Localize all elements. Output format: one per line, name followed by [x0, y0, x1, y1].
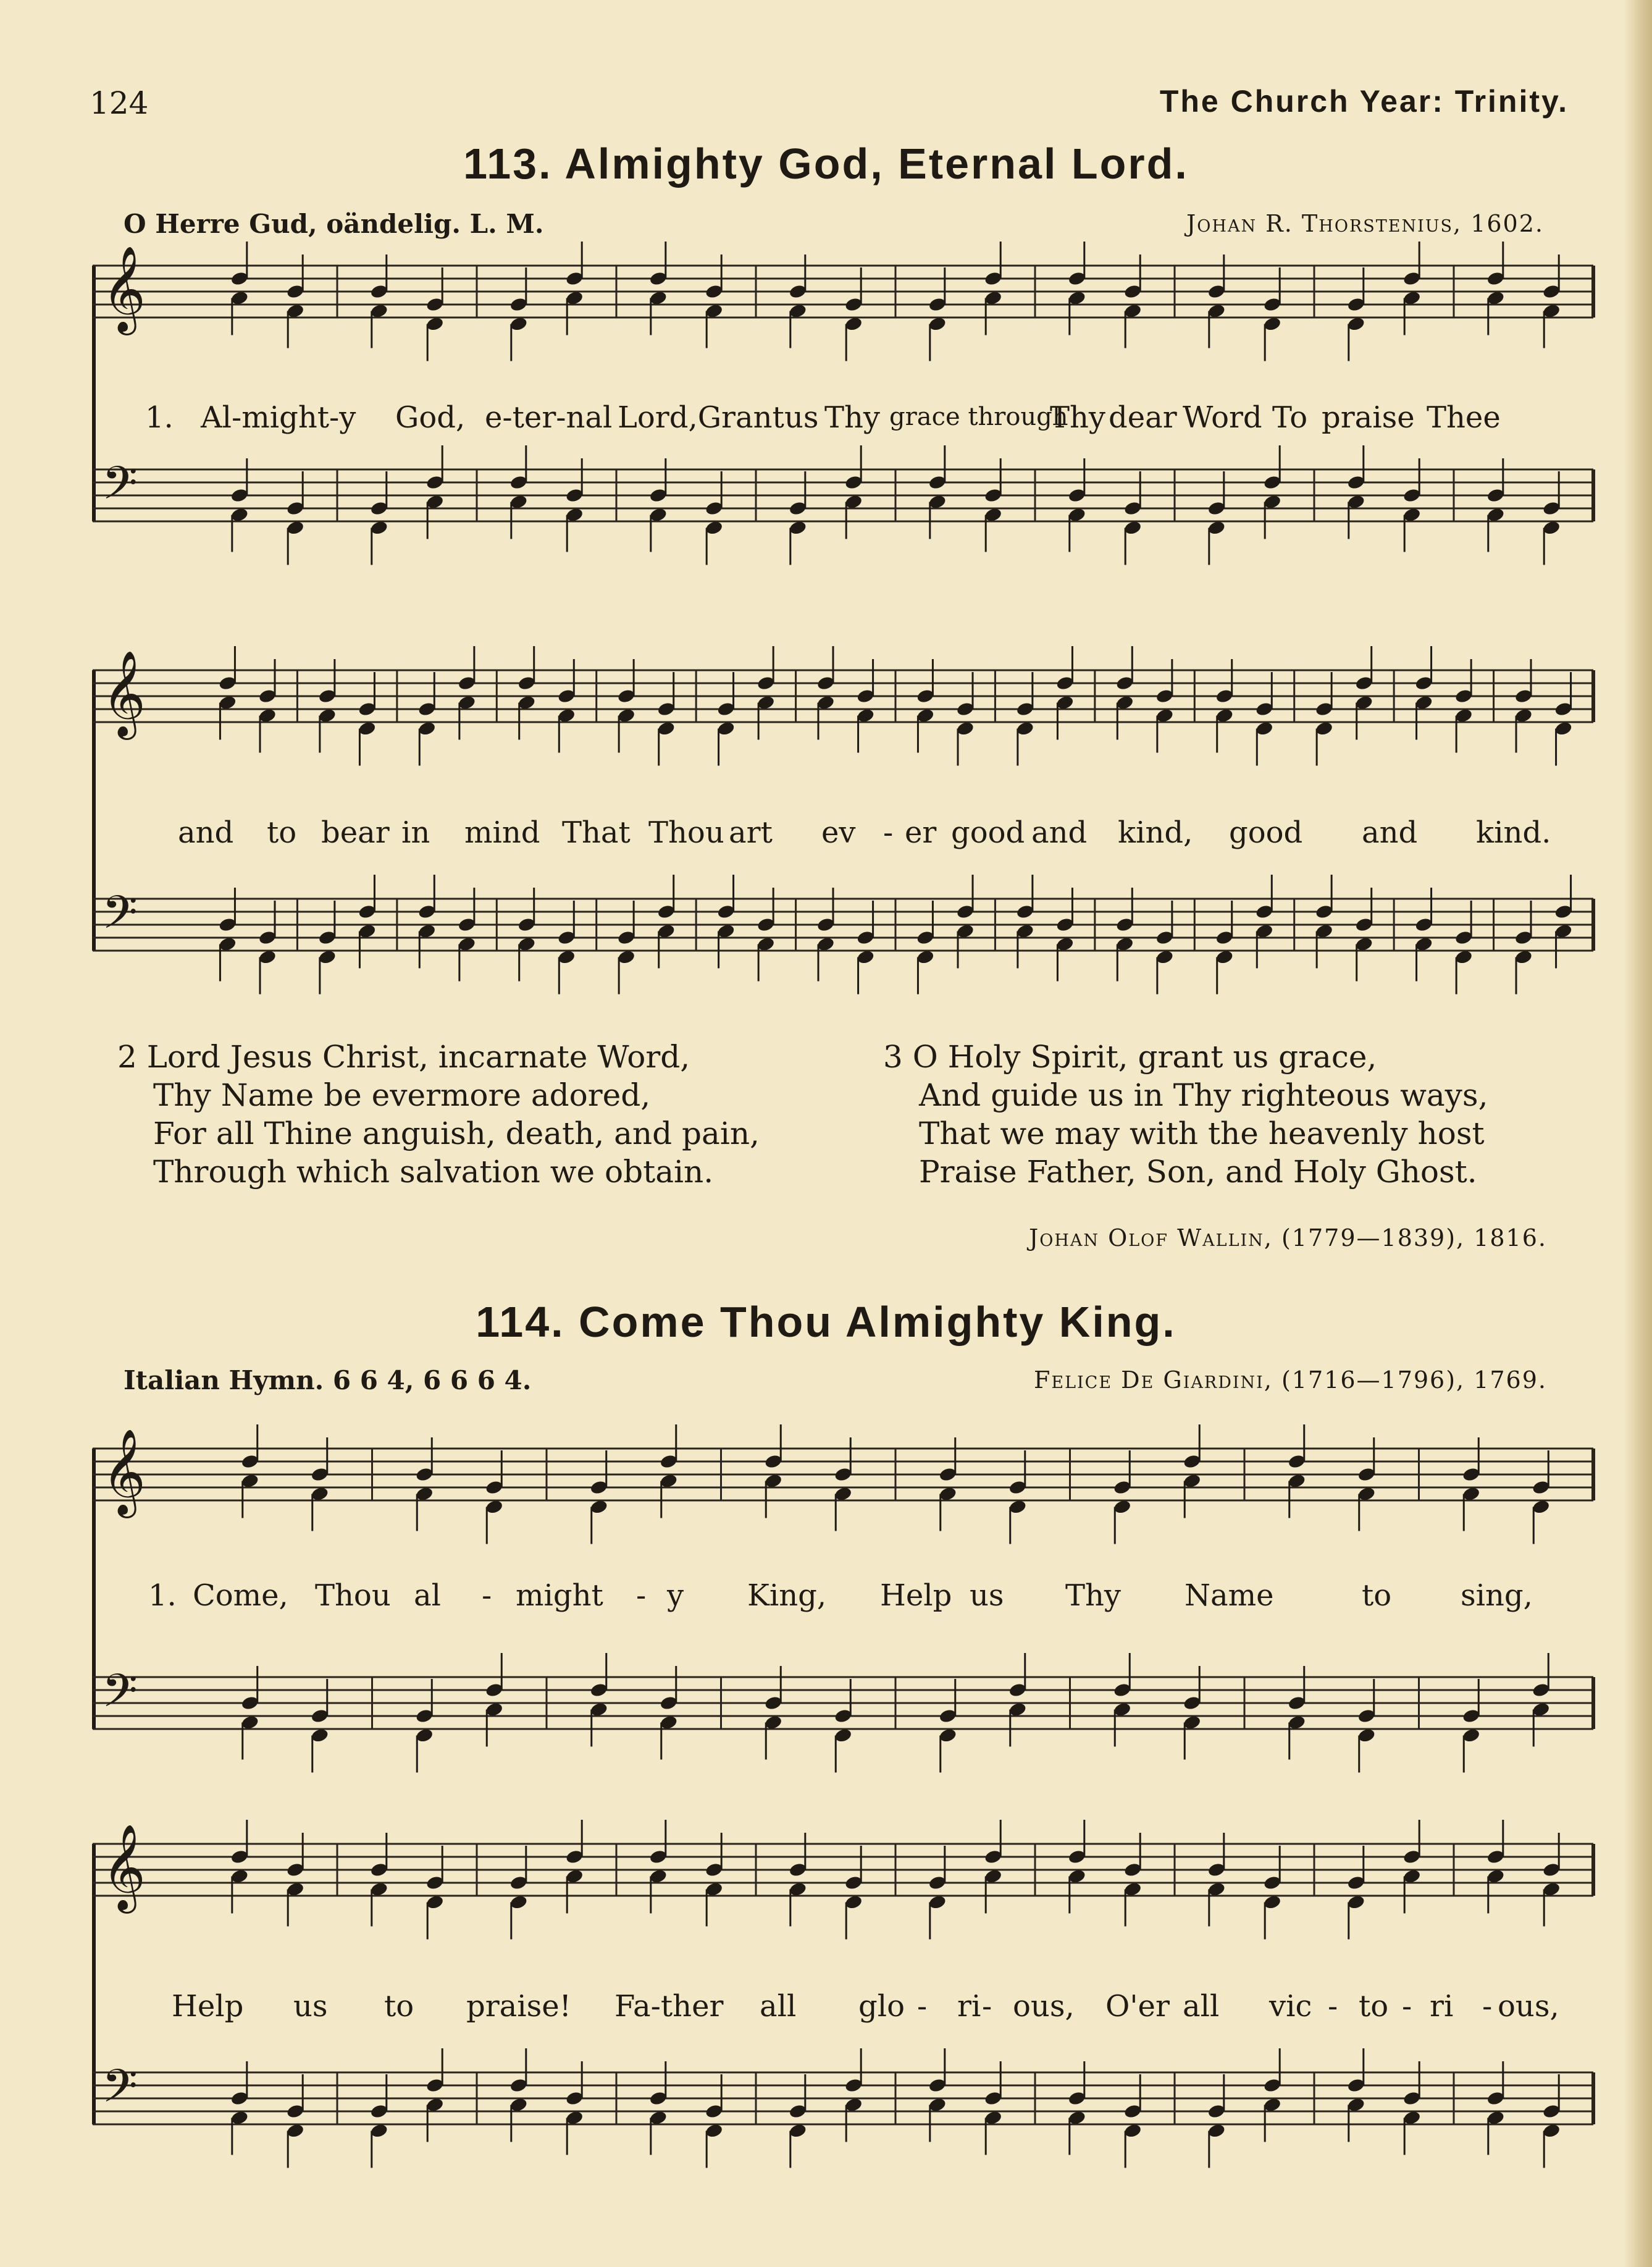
page-number: 124 [90, 85, 149, 121]
svg-text:𝄢: 𝄢 [102, 1664, 138, 1729]
hymn-114-lyrics-line-1: 1. Come, Thou al - might - y King, Help us Thy Name to sing, [148, 1578, 1533, 1613]
hymn-114-lyrics-line-2: Help us to praise! Fa-ther all glo - ri - ous, O'er all vic - to - ri - ous, [172, 1989, 1559, 2024]
running-title: The Church Year: Trinity. [1159, 84, 1569, 119]
svg-text:𝄞: 𝄞 [102, 1429, 146, 1515]
svg-text:𝄢: 𝄢 [102, 2059, 138, 2124]
hymn-114-title: 114. Come Thou Almighty King. [476, 1298, 1176, 1346]
hymn-113-tune: O Herre Gud, oändelig. L. M. [124, 209, 544, 239]
hymn-113-lyrics-line-2: and to bear in mind That Thou art ev - er good and kind, good and kind. [178, 815, 1551, 850]
svg-text:𝄢: 𝄢 [102, 886, 138, 951]
hymn-113-verse-3: 3 O Holy Spirit, grant us grace, And guide us in Thy righteous ways, That we may with the heavenly host Praise Father, Son, and Holy Ghost. [883, 1039, 1488, 1190]
svg-text:𝄞: 𝄞 [102, 1824, 146, 1910]
hymn-113-lyrics-line-1: 1. Al-might-y God, e-ter-nal Lord,Grant us Thy grace through Thy dear Word To praise Thee [145, 400, 1501, 435]
hymn-114-author: Felice De Giardini, (1716—1796), 1769. [1034, 1366, 1547, 1394]
svg-text:𝄞: 𝄞 [102, 650, 146, 736]
hymn-113-author: Johan R. Thorstenius, 1602. [1186, 210, 1544, 237]
hymn-113-title: 113. Almighty God, Eternal Lord. [463, 140, 1189, 188]
hymn-113-verse-author: Johan Olof Wallin, (1779—1839), 1816. [1028, 1224, 1547, 1251]
page-edge [1624, 0, 1652, 2267]
svg-text:𝄢: 𝄢 [102, 456, 138, 521]
hymn-114-tune: Italian Hymn. 6 6 4, 6 6 6 4. [124, 1365, 532, 1395]
svg-text:𝄞: 𝄞 [102, 246, 146, 332]
hymn-113-verse-2: 2 Lord Jesus Christ, incarnate Word, Thy Name be evermore adored, For all Thine anguish, death, and pain, Through which salvation we obtain. [117, 1039, 760, 1190]
